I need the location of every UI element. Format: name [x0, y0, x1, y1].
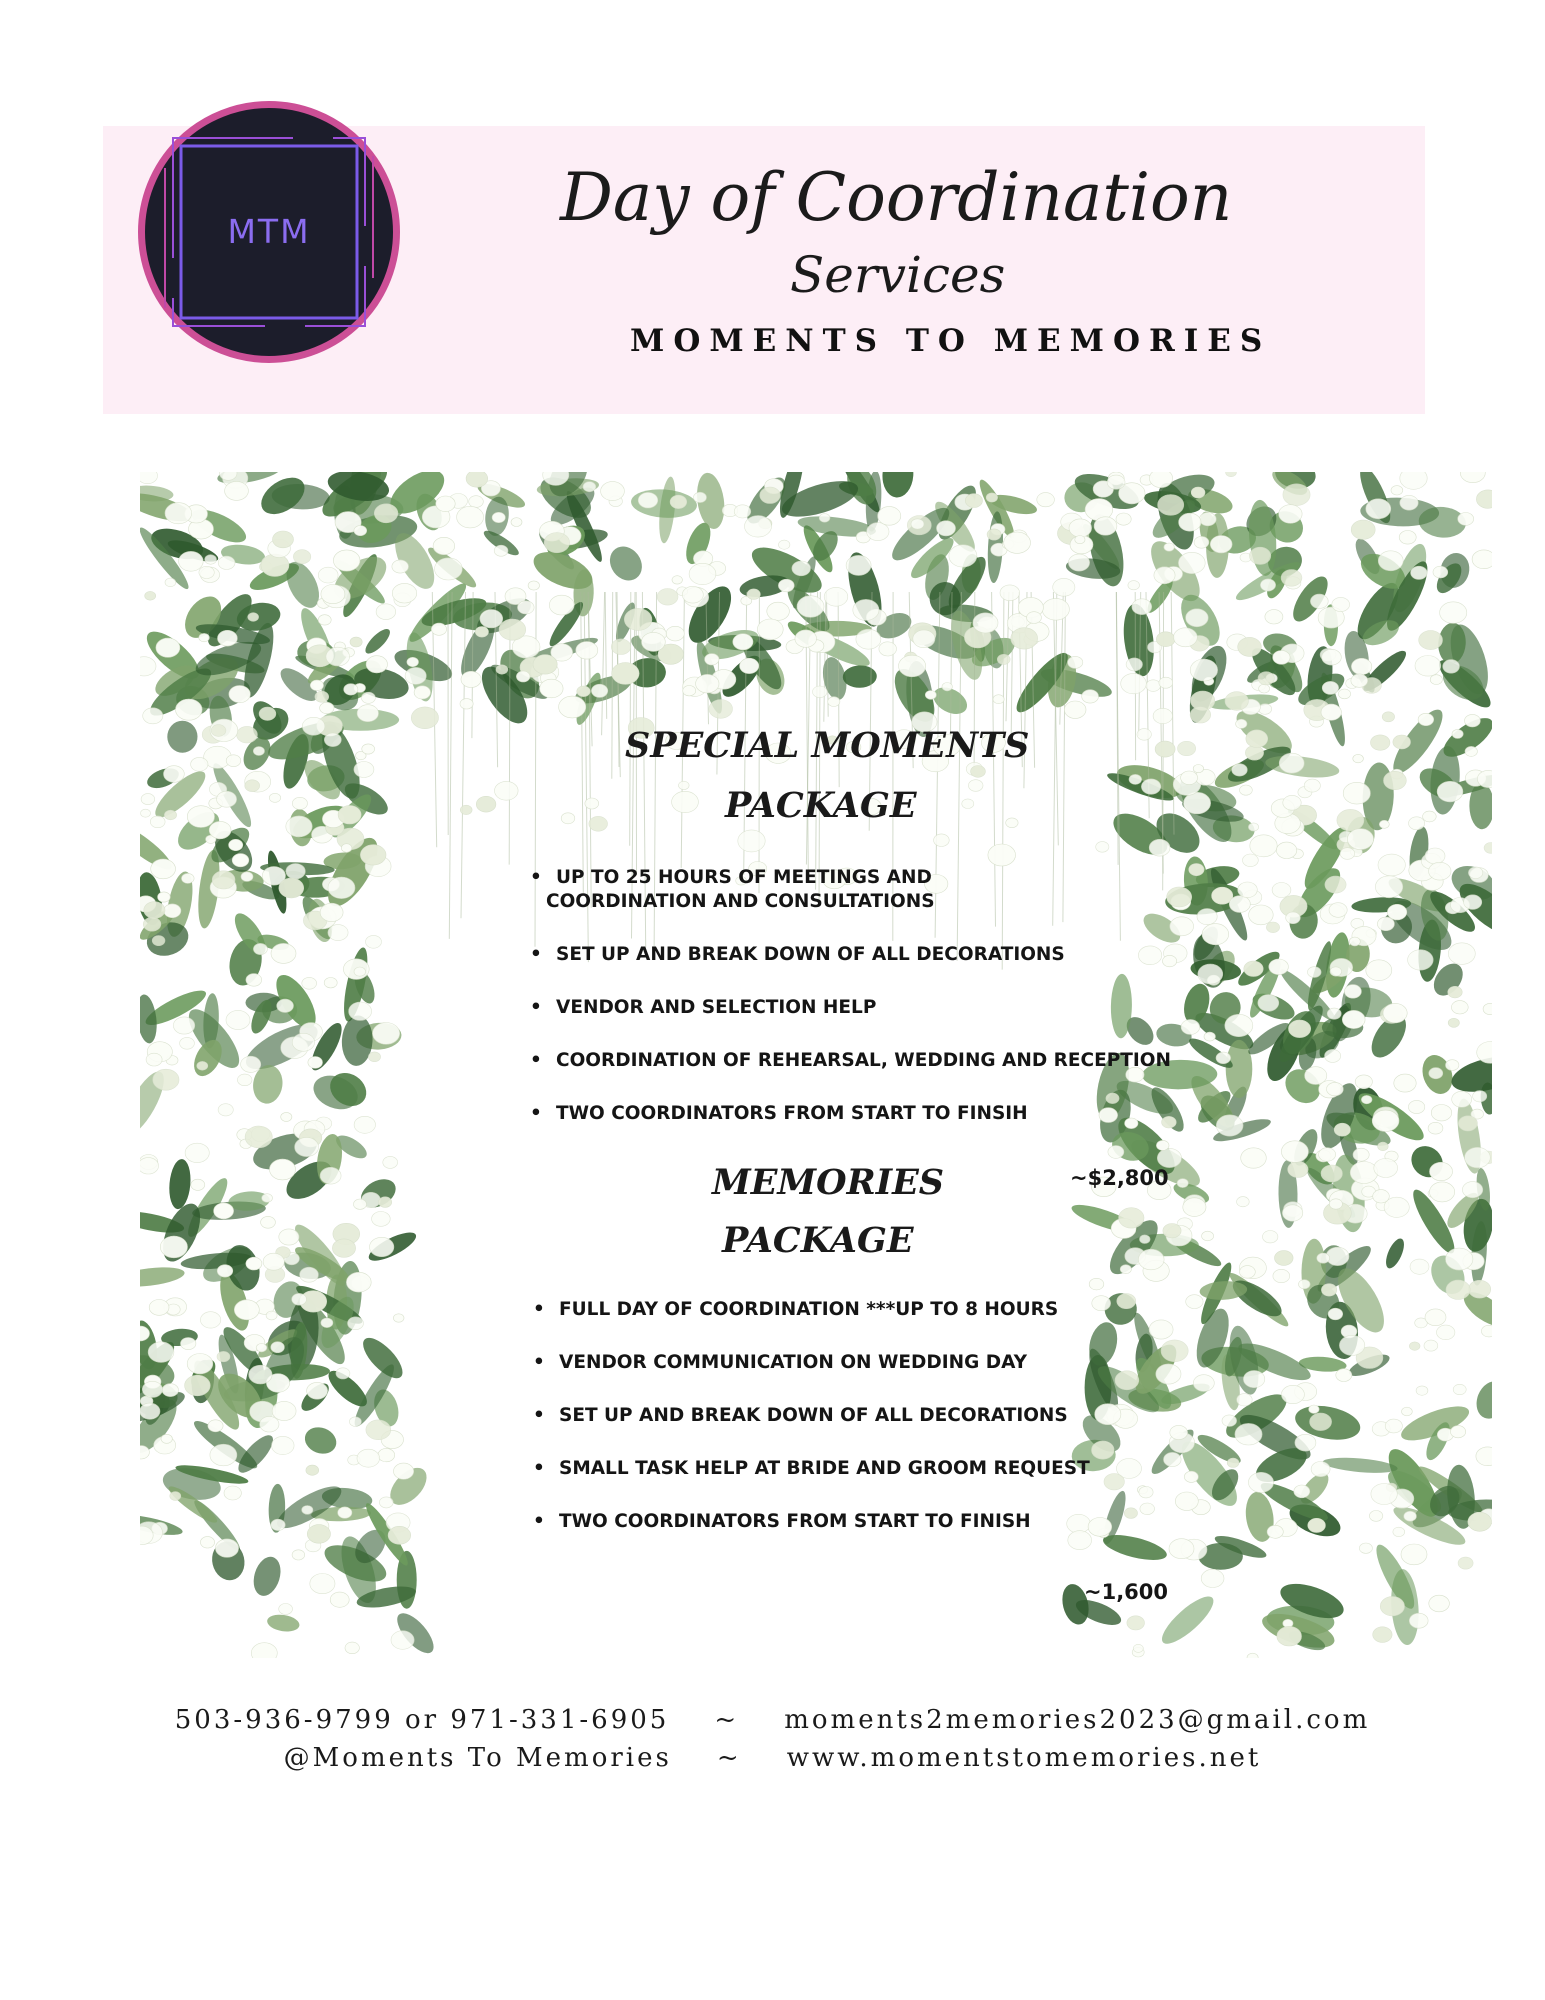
list-item: • SET UP AND BREAK DOWN OF ALL DECORATIONS	[530, 944, 1065, 965]
list-item: • VENDOR COMMUNICATION ON WEDDING DAY	[533, 1352, 1028, 1373]
list-item: • COORDINATION OF REHEARSAL, WEDDING AND RECEPTION	[530, 1050, 1172, 1071]
bullet-icon: •	[533, 1405, 545, 1426]
package-2-price: ~1,600	[1084, 1580, 1169, 1604]
list-item: • SMALL TASK HELP AT BRIDE AND GROOM REQUEST	[533, 1458, 1090, 1479]
package-1-title-line2: PACKAGE	[725, 785, 917, 826]
list-item: • TWO COORDINATORS FROM START TO FINSIH	[530, 1103, 1028, 1124]
list-item: • UP TO 25 HOURS OF MEETINGS AND	[530, 867, 932, 888]
bullet-icon: •	[530, 944, 542, 965]
bullet-icon: •	[533, 1458, 545, 1479]
page-subtitle: Services	[790, 246, 1006, 304]
bullet-icon: •	[533, 1299, 545, 1320]
list-item: • SET UP AND BREAK DOWN OF ALL DECORATIONS	[533, 1405, 1068, 1426]
package-1-title-line1: SPECIAL MOMENTS	[625, 725, 1030, 766]
package-2-title-line1: MEMORIES	[712, 1162, 945, 1203]
page-title: Day of Coordination	[560, 159, 1233, 236]
bullet-icon: •	[533, 1511, 545, 1532]
list-item: • VENDOR AND SELECTION HELP	[530, 997, 877, 1018]
contact-line-social-website: @Moments To Memories ~ www.momentstomemories.net	[283, 1743, 1262, 1773]
bullet-icon: •	[530, 997, 542, 1018]
bullet-icon: •	[533, 1352, 545, 1373]
bullet-icon: •	[530, 867, 542, 888]
list-item: • TWO COORDINATORS FROM START TO FINISH	[533, 1511, 1031, 1532]
contact-line-phone-email: 503-936-9799 or 971-331-6905 ~ moments2memories2023@gmail.com	[174, 1705, 1371, 1735]
bullet-icon: •	[530, 1103, 542, 1124]
logo-text: MTM	[227, 212, 311, 251]
bullet-icon: •	[530, 1050, 542, 1071]
list-item: • FULL DAY OF COORDINATION ***UP TO 8 HOURS	[533, 1299, 1059, 1320]
list-item-continuation: COORDINATION AND CONSULTATIONS	[546, 891, 935, 912]
package-1-price: ~$2,800	[1070, 1166, 1169, 1190]
brand-name: MOMENTS TO MEMORIES	[630, 323, 1272, 359]
mtm-logo	[138, 101, 400, 363]
package-2-title-line2: PACKAGE	[722, 1220, 914, 1261]
package-2-list	[533, 1299, 1090, 1564]
